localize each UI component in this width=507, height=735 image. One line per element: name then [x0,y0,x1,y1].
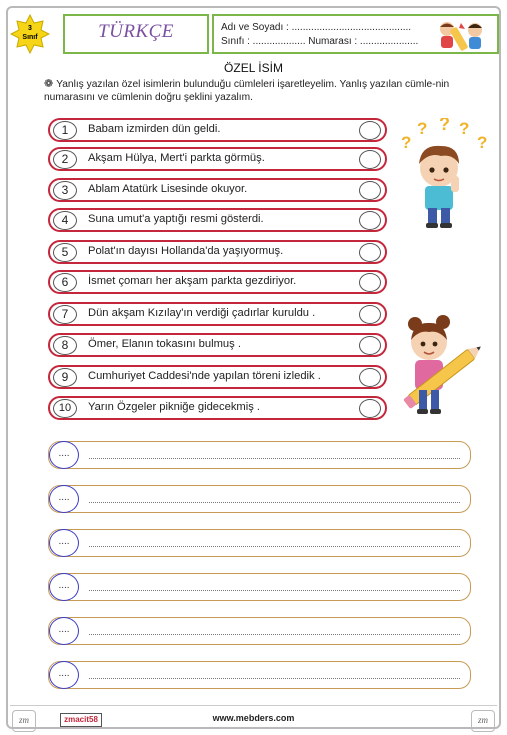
sentence-number: 3 [53,181,77,200]
sentence-row [48,118,387,142]
svg-text:?: ? [439,118,450,134]
svg-text:?: ? [417,119,428,138]
sentence-row [48,396,387,420]
sentence-number: 8 [53,336,77,355]
thinking-boy-illustration [395,118,495,230]
svg-text:?: ? [477,133,488,152]
sentence-number: 7 [53,305,77,324]
sentence-row [48,208,387,232]
sentence-text: Babam izmirden dün geldi. [88,123,221,135]
sentence-row [48,302,387,326]
page-title: TÜRKÇE [98,21,174,42]
sentence-text: Cumhuriyet Caddesi'nde yapılan töreni izledik . [88,370,321,382]
answer-dotted-line[interactable] [89,590,460,591]
answer-number-circle[interactable]: .... [49,441,79,469]
answer-line[interactable] [48,661,471,689]
sentence-row [48,178,387,202]
sentence-number: 6 [53,273,77,292]
answer-line[interactable] [48,485,471,513]
answer-circle[interactable] [359,121,381,140]
sentence-row [48,365,387,389]
answer-circle[interactable] [359,211,381,230]
answer-number-circle[interactable]: .... [49,661,79,689]
answer-line[interactable] [48,441,471,469]
grade-label: Sınıf [22,34,38,41]
sentence-row [48,270,387,294]
answer-line[interactable] [48,617,471,645]
sentence-number: 5 [53,243,77,262]
site-url[interactable]: www.mebders.com [212,713,295,723]
footer-divider [10,705,497,706]
sentence-text: Akşam Hülya, Mert'i parkta görmüş. [88,152,265,164]
answer-circle[interactable] [359,273,381,292]
grade-number: 3 [28,25,32,32]
answer-line[interactable] [48,573,471,601]
author-code: zmacit58 [60,713,102,727]
sentence-number: 2 [53,150,77,169]
answer-circle[interactable] [359,399,381,418]
name-line: Adı ve Soyadı : ........................................... [221,22,412,33]
answer-number-circle[interactable]: .... [49,617,79,645]
sentence-number: 4 [53,211,77,230]
answer-circle[interactable] [359,150,381,169]
sentence-row [48,147,387,171]
sentence-row [48,333,387,357]
instructions-text: Yanlış yazılan özel isimlerin bulunduğu cümleleri işaretleyelim. Yanlış yazılan cümle-nin numarasını ve cümlenin doğru şeklini yazalım. [44,79,450,103]
answer-number-circle[interactable]: .... [49,485,79,513]
answer-dotted-line[interactable] [89,634,460,635]
instructions [44,78,484,104]
answer-circle[interactable] [359,305,381,324]
svg-text:?: ? [459,119,470,138]
answer-dotted-line[interactable] [89,546,460,547]
answer-circle[interactable] [359,243,381,262]
answer-number-circle[interactable]: .... [49,529,79,557]
sentence-text: Yarın Özgeler pikniğe gidecekmiş . [88,401,261,413]
title-box [63,14,209,54]
sentence-number: 9 [53,368,77,387]
sentence-text: Ömer, Elanın tokasını bulmuş . [88,338,241,350]
sentence-text: Polat'ın dayısı Hollanda'da yaşıyormuş. [88,245,284,257]
student-info-box [212,14,499,54]
zm-logo-right: zm [471,710,495,732]
sentence-number: 10 [53,399,77,418]
flower-bullet-icon: ❁ [44,78,54,90]
answer-number-circle[interactable]: .... [49,573,79,601]
sentence-text: Dün akşam Kızılay'ın verdiği çadırlar kuruldu . [88,307,316,319]
answer-circle[interactable] [359,336,381,355]
zm-logo-left: zm [12,710,36,732]
class-line: Sınıfı : ................... Numarası : ..................... [221,36,419,47]
svg-text:?: ? [401,133,412,152]
answer-circle[interactable] [359,368,381,387]
answer-circle[interactable] [359,181,381,200]
sentence-row [48,240,387,264]
section-title: ÖZEL İSİM [224,61,283,75]
sentence-text: Ablam Atatürk Lisesinde okuyor. [88,183,248,195]
sentence-text: Suna umut'a yaptığı resmi gösterdi. [88,213,264,225]
girl-with-pencil-illustration [393,312,493,422]
answer-dotted-line[interactable] [89,678,460,679]
sentence-number: 1 [53,121,77,140]
answer-dotted-line[interactable] [89,458,460,459]
grade-badge [10,14,50,54]
answer-dotted-line[interactable] [89,502,460,503]
answer-line[interactable] [48,529,471,557]
kids-pencil-illustration [431,19,491,53]
sentence-text: İsmet çomarı her akşam parkta gezdiriyor. [88,275,297,287]
